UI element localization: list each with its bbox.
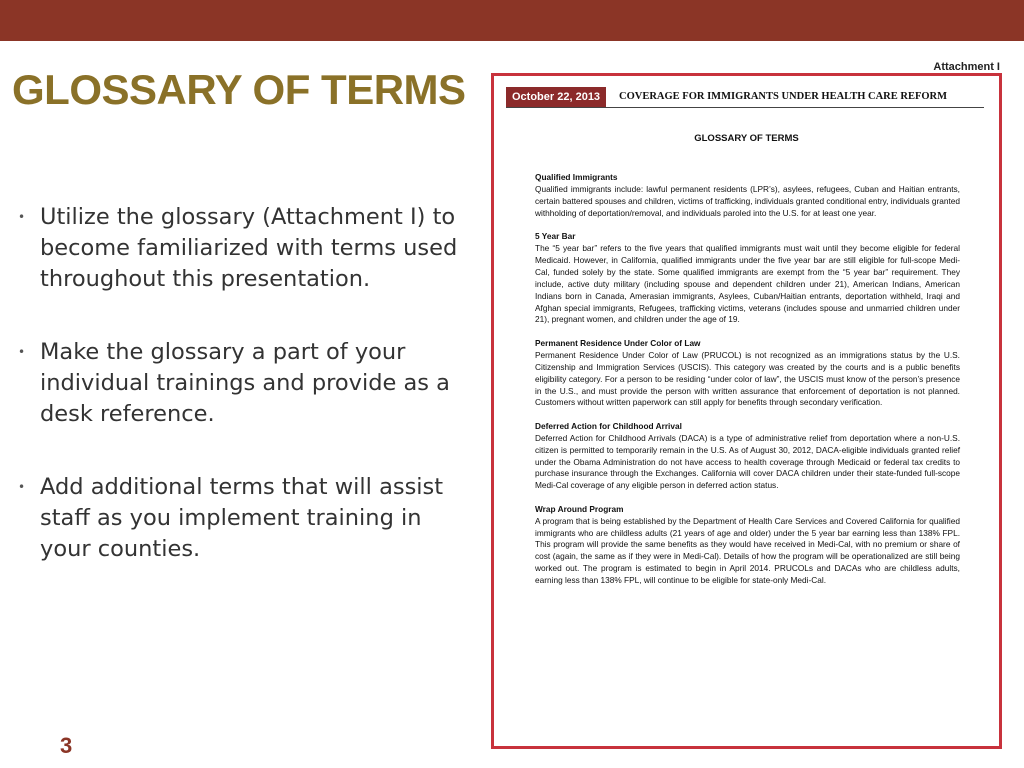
- glossary-term: Qualified Immigrants: [535, 172, 618, 182]
- bullet-dot-icon: •: [18, 480, 26, 494]
- document-heading: COVERAGE FOR IMMIGRANTS UNDER HEALTH CARE REFORM: [619, 91, 948, 102]
- glossary-entry: [535, 172, 960, 220]
- document-subtitle: GLOSSARY OF TERMS: [694, 133, 799, 144]
- glossary-term: Wrap Around Program: [535, 503, 624, 514]
- glossary-definition: The “5 year bar” refers to the five years that qualified immigrants must wait until they become eligible for federal Medicaid. However, in California, qualified immigrants under the five year bar are still eligible for full-scope Medi-Cal, funded solely by the state. Some qualified immigrants are exempt from the “5 year bar” requirement. They include, active duty military (including spouse and dependent children under 21), American Indians, American Indians born in Canada, Amerasian immigrants, Asylees, Cuban/Haitian entrants, deportation withheld, Iraqi and Afghan special immigrants, Refugees, trafficking victims, veterans (includes spouse and unmarried children under 21), pregnant women, and children under the age of 19.: [535, 243, 960, 325]
- glossary-entry: [535, 504, 960, 587]
- bullet-item: [14, 472, 474, 565]
- bullet-text: Add additional terms that will assist staff as you implement training in your counties.: [40, 474, 444, 562]
- bullet-text: Make the glossary a part of your individual trainings and provide as a desk reference.: [40, 339, 450, 427]
- top-banner: [0, 0, 1024, 41]
- glossary-entry: [535, 338, 960, 409]
- bullet-dot-icon: •: [18, 345, 26, 359]
- glossary-entry: [535, 421, 960, 492]
- glossary-definition: Deferred Action for Childhood Arrivals (DACA) is a type of administrative relief from deportation where a non-U.S. citizen is permitted to temporarily remain in the U.S. As of August 30, 2012, DACA-eligible individuals granted relief under the Obama Administration do not have access to health coverage through Medicaid or federal tax credits to purchase insurance through the Exchanges. California will cover DACA children under their state-funded full-scope Medi-Cal coverage of any eligible person in deferred action status.: [535, 432, 960, 491]
- bullet-text: Utilize the glossary (Attachment I) to become familiarized with terms used throughout this presentation.: [40, 204, 458, 292]
- bullet-dot-icon: •: [18, 210, 26, 224]
- document-header: [506, 87, 984, 108]
- glossary-entries: [535, 172, 960, 599]
- page-number: 3: [60, 733, 73, 758]
- bullet-list: [14, 202, 474, 607]
- attachment-label: Attachment I: [933, 61, 1000, 73]
- glossary-term: Deferred Action for Childhood Arrival: [535, 420, 682, 431]
- document-date-badge: October 22, 2013: [506, 87, 606, 107]
- bullet-item: [14, 337, 474, 430]
- glossary-definition: Permanent Residence Under Color of Law (PRUCOL) is not recognized as an immigrations status by the U.S. Citizenship and Immigration Services (USCIS). This category was created by the courts and is a public benefits eligibility category. For a person to be residing “under color of law”, the USCIS must know of the person’s presence in the U.S., and must provide the person with written assurance that enforcement of deportation is not planned. Customers without written paperwork can still apply for benefits through secondary verification.: [535, 349, 960, 408]
- glossary-entry: [535, 231, 960, 326]
- glossary-definition: Qualified immigrants include: lawful permanent residents (LPR’s), asylees, refugees, Cuban and Haitian entrants, certain battered spouses and children, victims of trafficking, individuals granted conditional entry, individuals granted withholding of deportation/removal, and individuals paroled into the U.S. for at least one year.: [535, 183, 960, 218]
- glossary-document-image: [491, 73, 1002, 749]
- glossary-term: 5 Year Bar: [535, 231, 576, 242]
- slide-title: GLOSSARY OF TERMS: [12, 66, 466, 113]
- glossary-definition: A program that is being established by the Department of Health Care Services and Covered California for qualified immigrants who are childless adults (21 years of age and older) under the 5 year bar earning less than 138% FPL. This program will provide the same benefits as they would have received in Medi-Cal, with no premium or share of cost (again, the same as if they were in Medi-Cal). Details of how the program will be operationalized are still being worked out. The program is estimated to begin in April 2014. PRUCOLs and DACAs who are childless adults, earning less than 138% FPL, will continue to be eligible for state-only Medi-Cal.: [535, 515, 960, 586]
- bullet-item: [14, 202, 474, 295]
- glossary-term: Permanent Residence Under Color of Law: [535, 337, 701, 348]
